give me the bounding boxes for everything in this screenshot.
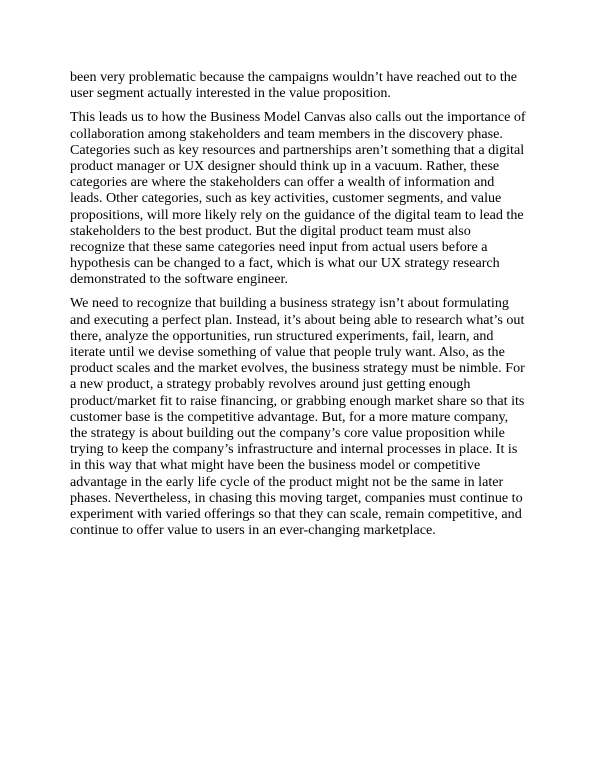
text-line: Categories such as key resources and partnerships aren’t something that a digital bbox=[70, 141, 525, 158]
text-line: trying to keep the company’s infrastructure and internal processes in place. It is bbox=[70, 441, 518, 458]
document-body bbox=[70, 69, 532, 546]
text-line: in this way that what might have been the business model or competitive bbox=[70, 457, 481, 474]
text-line: and executing a perfect plan. Instead, it’s about being able to research what’s out bbox=[70, 311, 525, 328]
text-line: user segment actually interested in the value proposition. bbox=[70, 85, 391, 102]
text-line: stakeholders to the best product. But the digital product team must also bbox=[70, 222, 471, 239]
text-line: We need to recognize that building a business strategy isn’t about formulating bbox=[70, 295, 509, 312]
text-line: leads. Other categories, such as key activities, customer segments, and value bbox=[70, 190, 502, 207]
text-line: there, analyze the opportunities, run structured experiments, fail, learn, and bbox=[70, 327, 494, 344]
text-line: been very problematic because the campaigns wouldn’t have reached out to the bbox=[70, 69, 518, 85]
text-line: product scales and the market evolves, the business strategy must be nimble. For bbox=[70, 360, 525, 377]
text-line: advantage in the early life cycle of the product might not be the same in later bbox=[70, 473, 504, 490]
text-line: the strategy is about building out the company’s core value proposition while bbox=[70, 424, 505, 441]
text-line: continue to offer value to users in an ever-changing marketplace. bbox=[70, 522, 436, 539]
text-line: collaboration among stakeholders and team members in the discovery phase. bbox=[70, 125, 503, 142]
text-line: experiment with varied offerings so that they can scale, remain competitive, and bbox=[70, 505, 522, 522]
paragraph-1 bbox=[70, 69, 532, 101]
text-line: categories are where the stakeholders can offer a wealth of information and bbox=[70, 174, 495, 191]
paragraph-2 bbox=[70, 109, 532, 287]
text-line: a new product, a strategy probably revolves around just getting enough bbox=[70, 376, 471, 393]
text-line: hypothesis can be changed to a fact, which is what our UX strategy research bbox=[70, 255, 500, 272]
text-line: This leads us to how the Business Model Canvas also calls out the importance of bbox=[70, 109, 526, 126]
paragraph-3 bbox=[70, 295, 532, 538]
text-line: demonstrated to the software engineer. bbox=[70, 271, 288, 288]
text-line: recognize that these same categories need input from actual users before a bbox=[70, 238, 488, 255]
text-line: phases. Nevertheless, in chasing this moving target, companies must continue to bbox=[70, 489, 523, 506]
text-line: customer base is the competitive advantage. But, for a more mature company, bbox=[70, 408, 509, 425]
text-line: product manager or UX designer should think up in a vacuum. Rather, these bbox=[70, 157, 500, 174]
text-line: product/market fit to raise financing, or grabbing enough market share so that its bbox=[70, 392, 525, 409]
text-line: iterate until we devise something of value that people truly want. Also, as the bbox=[70, 344, 505, 360]
text-line: propositions, will more likely rely on the guidance of the digital team to lead the bbox=[70, 206, 524, 223]
